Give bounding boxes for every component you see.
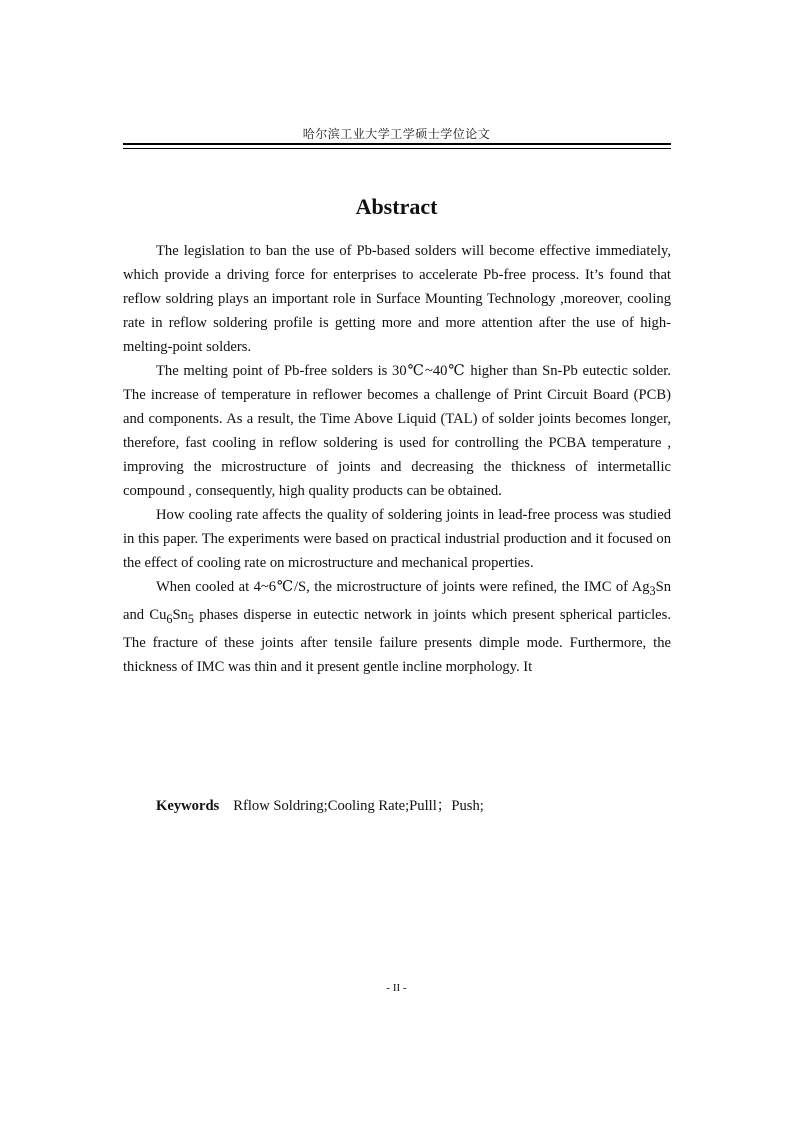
paragraph-3: How cooling rate affects the quality of soldering joints in lead-free process was studied in this paper. The experiments were based on practical industrial production and it focused on the effect of cooling rate on microstructure and mechanical properties. [123,507,671,571]
keywords-value: Rflow Soldring;Cooling Rate;Pulll；Push; [233,798,484,814]
subscript-cu: 6 [166,611,173,626]
subscript-sn: 5 [187,611,194,626]
page-title: Abstract [355,194,438,219]
paragraph-2: The melting point of Pb-free solders is 30℃~40℃ higher than Sn-Pb eutectic solder. The increase of temperature in reflower becomes a challenge of Print Circuit Board (PCB) and components. As a result, the Time Above Liquid (TAL) of solder joints becomes longer, therefore, fast cooling in reflow soldering is used for controlling the PCBA temperature , improving the microstructure of joints and decreasing the thickness of intermetallic compound , consequently, high quality products can be obtained. [123,363,671,499]
subscript-ag: 3 [649,583,656,598]
paragraph-4-text-3: Sn [172,606,188,623]
page-number: - II - [386,982,407,994]
paragraph-1: The legislation to ban the use of Pb-based solders will become effective immediately, which provide a driving force for enterprises to accelerate Pb-free process. It’s found that reflow soldring plays an important role in Surface Mounting Technology ,moreover, cooling rate in reflow soldering profile is getting more and more attention after the use of high-melting-point solders. [123,243,671,355]
abstract-body [123,239,671,679]
header-rule-thin [123,148,671,149]
running-header: 哈尔滨工业大学工学硕士学位论文 [302,127,491,141]
paragraph-4 [123,575,671,679]
keywords-line [156,794,671,818]
paragraph-4-text-1: When cooled at 4~6℃/S, the microstructure of joints were refined, the IMC of Ag [156,579,650,595]
paragraph-4-text-4: phases disperse in eutectic network in joints which present spherical particles. The fracture of these joints after tensile failure presents dimple mode. Furthermore, the thickness of IMC was thin and it present gentle incline morphology. It [123,606,671,675]
header-rule-thick [123,143,671,145]
paragraph-4-text-2: Sn and Cu [123,579,671,623]
keywords-label: Keywords [156,798,220,814]
